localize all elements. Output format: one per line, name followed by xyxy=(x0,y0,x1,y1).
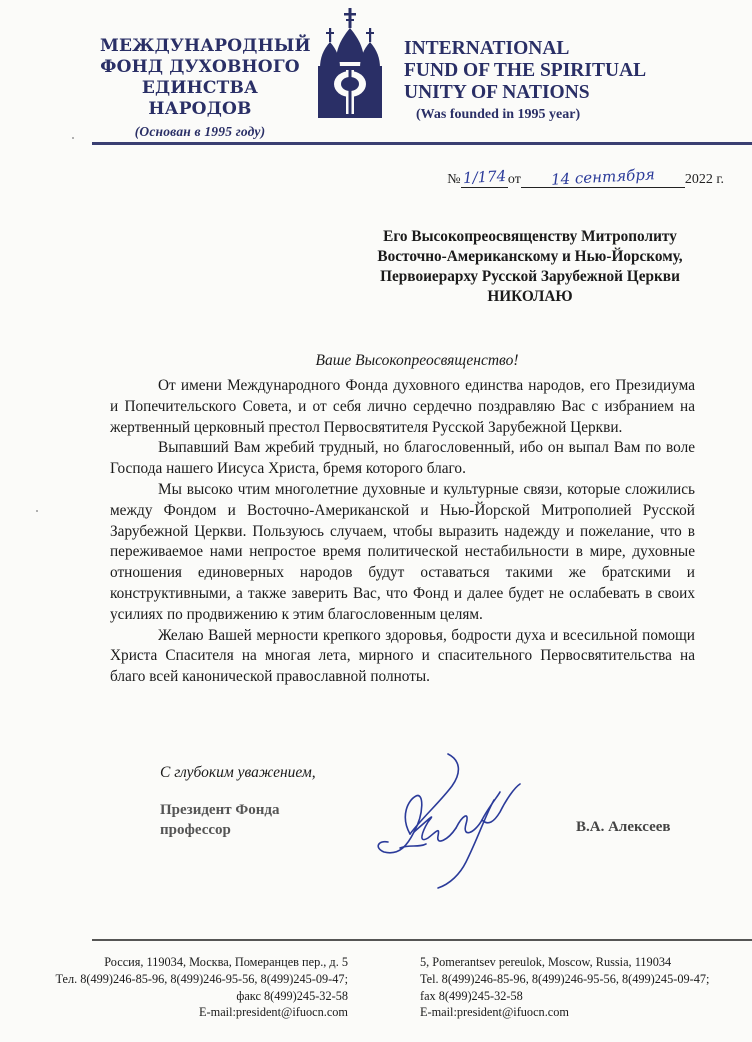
letter-body xyxy=(110,376,695,688)
number-field xyxy=(461,168,508,188)
footer-en-line3: fax 8(499)245-32-58 xyxy=(420,988,523,1003)
founded-en: (Was founded in 1995 year) xyxy=(416,107,581,122)
church-domes-logo-icon xyxy=(310,6,390,124)
org-name-russian xyxy=(100,36,311,140)
scan-speck xyxy=(36,510,38,512)
footer-russian-address xyxy=(30,954,348,1021)
scan-speck xyxy=(72,137,74,139)
footer-en-line4: E-mail:president@ifuocn.com xyxy=(420,1005,569,1020)
signer-title xyxy=(160,800,279,840)
addressee-block xyxy=(330,227,730,307)
org-en-line2: FUND OF THE SPIRITUAL xyxy=(404,60,647,81)
handwritten-signature-icon xyxy=(370,752,560,892)
letterhead xyxy=(0,0,752,150)
closing: С глубоким уважением, xyxy=(160,764,316,781)
org-en-line1: INTERNATIONAL xyxy=(404,38,570,59)
date-value: 14 сентября xyxy=(550,165,656,189)
footer-ru-line1: Россия, 119034, Москва, Померанцев пер., д. 5 xyxy=(104,955,348,969)
org-ru-line2: ФОНД ДУХОВНОГО xyxy=(100,57,300,77)
footer-ru-line3: факс 8(499)245-32-58 xyxy=(236,988,348,1003)
reference-line xyxy=(447,165,724,189)
header-divider xyxy=(92,142,752,145)
org-ru-line3: ЕДИНСТВА НАРОДОВ xyxy=(141,78,259,119)
paragraph-2: Выпавший Вам жребий трудный, но благословенный, ибо он выпал Вам по воле Господа нашего Иисуса Христа, бремя которого благо. xyxy=(110,439,695,478)
org-en-line3: UNITY OF NATIONS xyxy=(404,82,590,103)
number-label: № xyxy=(447,172,461,187)
paragraph-4: Желаю Вашей мерности крепкого здоровья, бодрости духа и всесильной помощи Христа Спасителя на многая лета, мирного и спасительного Первосвятительства на благо всей канонической православной полноты. xyxy=(110,626,695,686)
addressee-line2: Восточно-Американскому и Нью-Йорскому, xyxy=(377,248,683,265)
footer-ru-line2: Тел. 8(499)246-85-96, 8(499)246-95-56, 8(499)245-09-47; xyxy=(55,971,348,986)
date-field xyxy=(521,165,685,189)
org-name-english xyxy=(404,38,664,124)
addressee-line1: Его Высокопреосвященству Митрополиту xyxy=(383,228,677,245)
from-label: от xyxy=(507,172,521,187)
footer-divider xyxy=(92,939,752,941)
number-value: 1/174 xyxy=(462,166,507,188)
salutation: Ваше Высокопреосвященство! xyxy=(315,352,519,369)
founded-ru: (Основан в 1995 году) xyxy=(134,124,266,139)
org-ru-line1: МЕЖДУНАРОДНЫЙ xyxy=(100,36,311,56)
footer-english-address xyxy=(420,954,750,1021)
signer-name: В.А. Алексеев xyxy=(576,819,671,835)
footer-ru-line4: E-mail:president@ifuocn.com xyxy=(199,1005,348,1020)
paragraph-1: От имени Международного Фонда духовного единства народов, его Президиума и Попечительского Совета, и от себя лично сердечно поздравляю Вас с избранием на жертвенный церковный престол Первосвятителя Русской Зарубежной Церкви. xyxy=(110,377,695,436)
signer-title-line2: профессор xyxy=(160,822,231,838)
footer-en-line2: Tel. 8(499)246-85-96, 8(499)246-95-56, 8(499)245-09-47; xyxy=(420,971,710,986)
year-suffix: 2022 г. xyxy=(684,172,724,187)
signer-title-line1: Президент Фонда xyxy=(160,802,280,818)
footer-en-line1: 5, Pomerantsev pereulok, Moscow, Russia, 119034 xyxy=(420,955,672,969)
paragraph-3: Мы высоко чтим многолетние духовные и культурные связи, которые сложились между Фондом и Восточно-Американской и Нью-Йорской Митрополией Русской Зарубежной Церкви. Пользуюсь случаем, чтобы выразить надежду и пожелание, что в переживаемое нами непростое время политической нестабильности в мире, духовные отношения единоверных народов будут оставаться такими же братскими и конструктивными, а также заверить Вас, что Фонд и далее будет не ослабевать в своих усилиях по продвижению к этим благословенным целям. xyxy=(110,480,695,623)
addressee-line4: НИКОЛАЮ xyxy=(487,288,573,305)
addressee-line3: Первоиерарху Русской Зарубежной Церкви xyxy=(380,268,680,285)
